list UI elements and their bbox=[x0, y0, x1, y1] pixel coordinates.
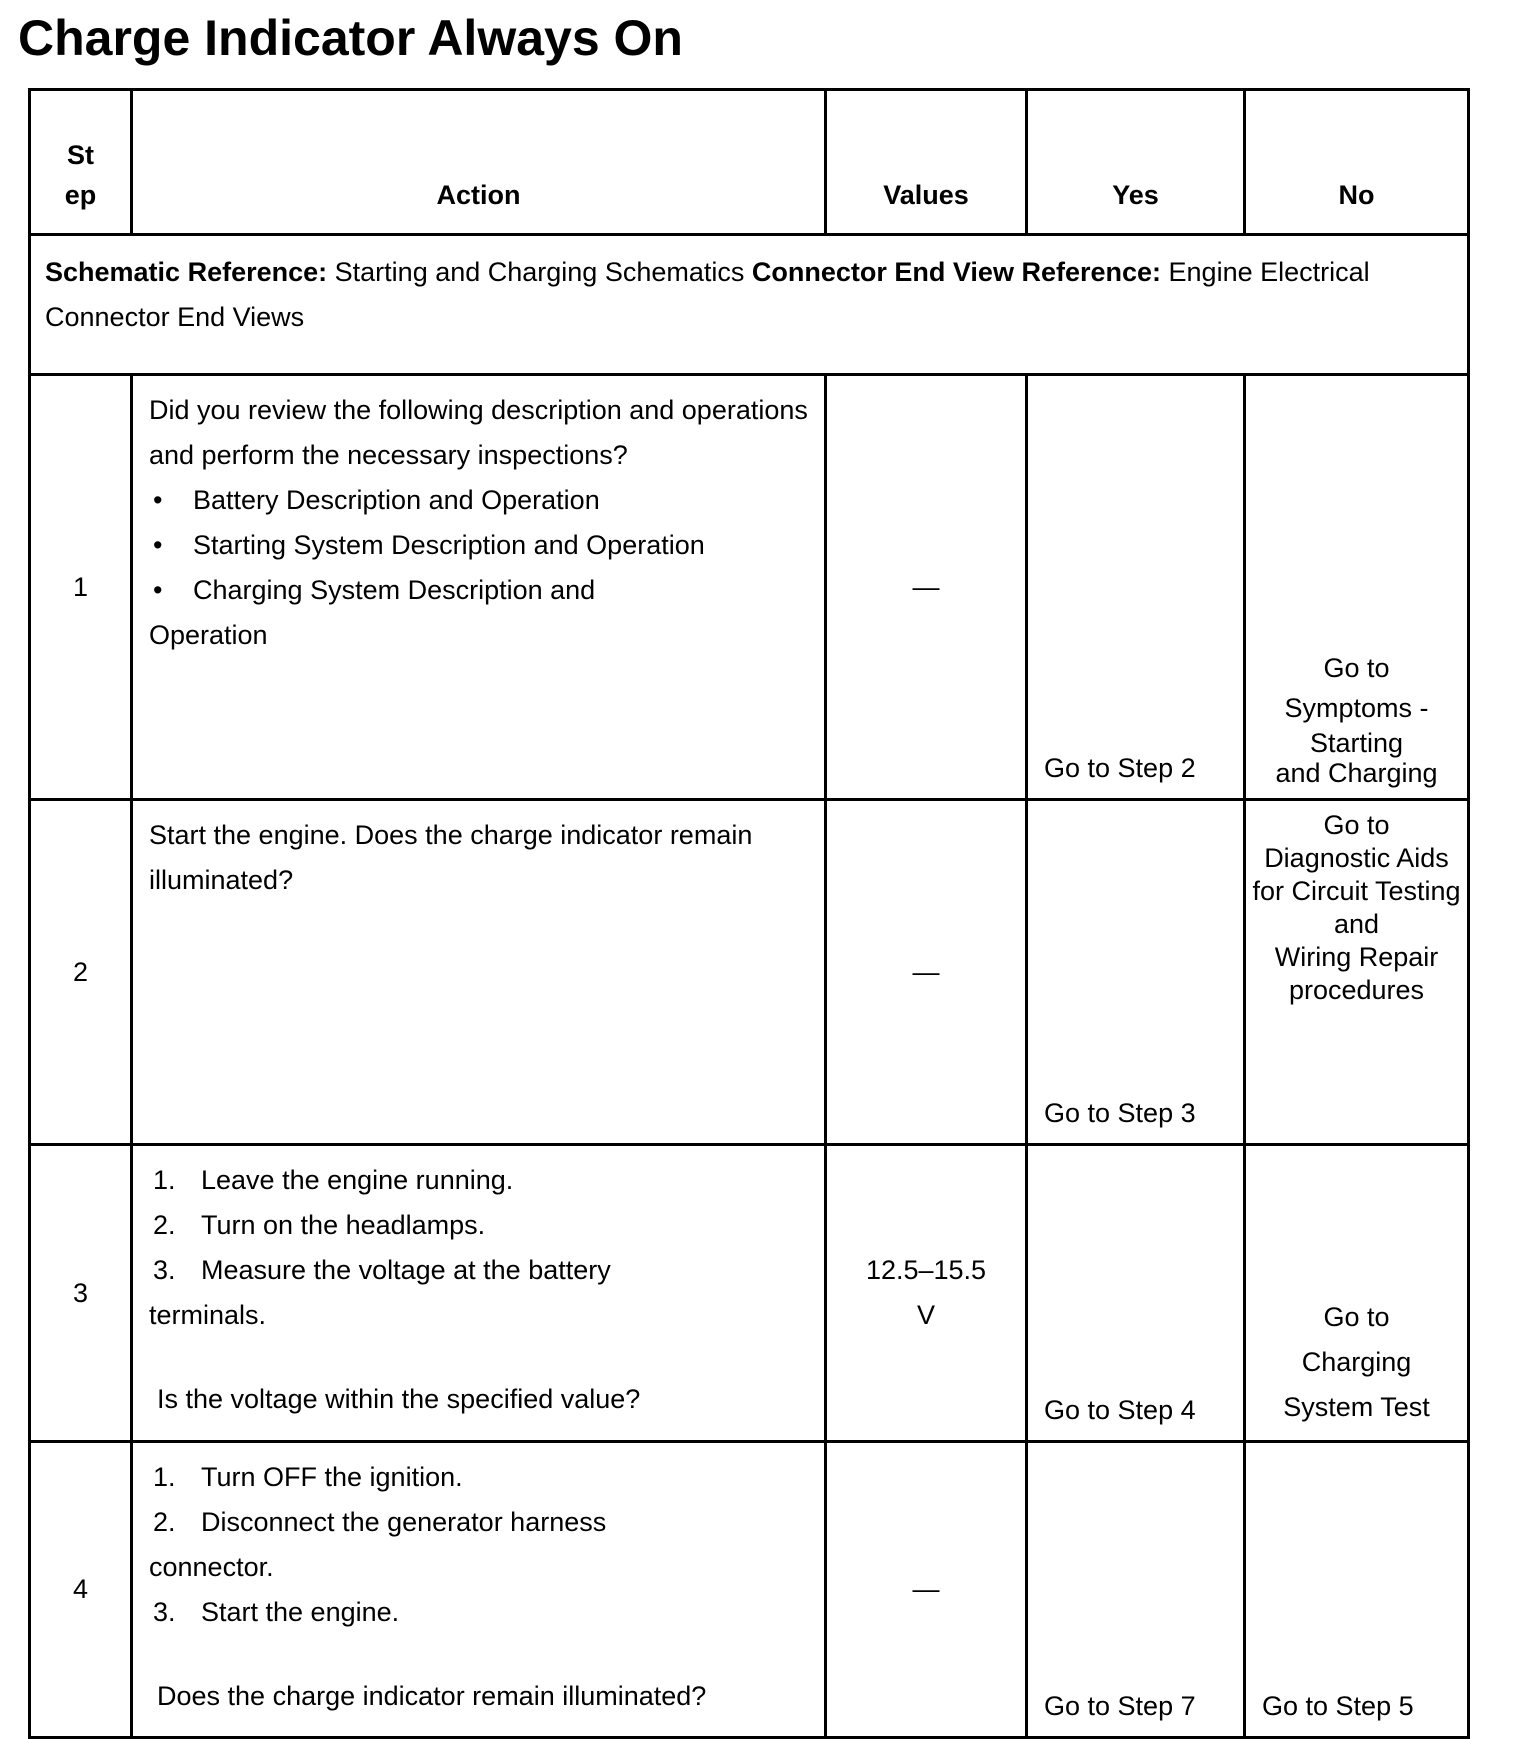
list-item: 2. Turn on the headlamps. bbox=[153, 1210, 486, 1240]
step-number: 4 bbox=[30, 1442, 132, 1738]
step-number: 2 bbox=[30, 800, 132, 1145]
header-step: St ep bbox=[30, 90, 132, 235]
list-item: 3. Start the engine. bbox=[153, 1597, 400, 1627]
table-row-step-4 bbox=[30, 1442, 1469, 1738]
yes-link[interactable]: Go to Step 3 bbox=[1027, 800, 1245, 1145]
action-cell bbox=[132, 375, 826, 800]
reference-cell bbox=[30, 235, 1469, 375]
value-unit: V bbox=[916, 1300, 935, 1330]
connector-reference-value: Engine Electrical Connector End Views bbox=[45, 257, 1370, 332]
header-no: No bbox=[1245, 90, 1469, 235]
table-row-step-1 bbox=[30, 375, 1469, 800]
schematic-reference-value: Starting and Charging Schematics bbox=[334, 257, 745, 287]
bullet-icon: • bbox=[153, 485, 163, 515]
reference-row bbox=[30, 235, 1469, 375]
page-title: Charge Indicator Always On bbox=[18, 10, 683, 66]
bullet-icon: • bbox=[153, 530, 163, 560]
header-values: Values bbox=[826, 90, 1027, 235]
value-cell: — bbox=[826, 375, 1027, 800]
value-cell: — bbox=[826, 1442, 1027, 1738]
action-question: Start the engine. Does the charge indicator remain illuminated? bbox=[149, 820, 753, 895]
header-yes: Yes bbox=[1027, 90, 1245, 235]
bullet-icon: • bbox=[153, 575, 163, 605]
no-link[interactable]: Go to Charging System Test bbox=[1245, 1145, 1469, 1442]
list-item-continuation: Operation bbox=[149, 620, 268, 650]
list-item-continuation: terminals. bbox=[149, 1300, 267, 1330]
connector-reference-label: Connector End View Reference: bbox=[751, 257, 1162, 287]
list-item-continuation: connector. bbox=[149, 1552, 274, 1582]
action-question: Is the voltage within the specified value? bbox=[157, 1384, 641, 1414]
schematic-reference-label: Schematic Reference: bbox=[45, 257, 328, 287]
list-item: 1. Leave the engine running. bbox=[153, 1165, 514, 1195]
list-item: 2. Disconnect the generator harness bbox=[153, 1507, 607, 1537]
step-number: 1 bbox=[30, 375, 132, 800]
table-header-row bbox=[30, 90, 1469, 235]
action-cell bbox=[132, 800, 826, 1145]
table-row-step-2 bbox=[30, 800, 1469, 1145]
action-question: Did you review the following description and operations and perform the necessary inspections? bbox=[149, 395, 808, 470]
value-range: 12.5–15.5 bbox=[865, 1255, 987, 1285]
no-link[interactable]: Go to Diagnostic Aids for Circuit Testing and Wiring Repair procedures bbox=[1245, 800, 1469, 1145]
list-item: • Starting System Description and Operation bbox=[149, 523, 808, 568]
diagnostic-table bbox=[28, 88, 1470, 1739]
yes-link[interactable]: Go to Step 7 bbox=[1027, 1442, 1245, 1738]
value-cell bbox=[826, 1145, 1027, 1442]
step-number: 3 bbox=[30, 1145, 132, 1442]
yes-link[interactable]: Go to Step 2 bbox=[1027, 375, 1245, 800]
list-item: • Charging System Description and bbox=[149, 568, 808, 613]
action-cell bbox=[132, 1442, 826, 1738]
list-item: 3. Measure the voltage at the battery bbox=[153, 1255, 611, 1285]
no-link[interactable]: Go to Symptoms - Starting and Charging bbox=[1245, 375, 1469, 800]
list-item: • Battery Description and Operation bbox=[149, 478, 808, 523]
no-link[interactable]: Go to Step 5 bbox=[1245, 1442, 1469, 1738]
yes-link[interactable]: Go to Step 4 bbox=[1027, 1145, 1245, 1442]
action-cell bbox=[132, 1145, 826, 1442]
value-cell: — bbox=[826, 800, 1027, 1145]
header-action: Action bbox=[132, 90, 826, 235]
table-row-step-3 bbox=[30, 1145, 1469, 1442]
list-item: 1. Turn OFF the ignition. bbox=[153, 1462, 463, 1492]
action-question: Does the charge indicator remain illuminated? bbox=[157, 1681, 707, 1711]
